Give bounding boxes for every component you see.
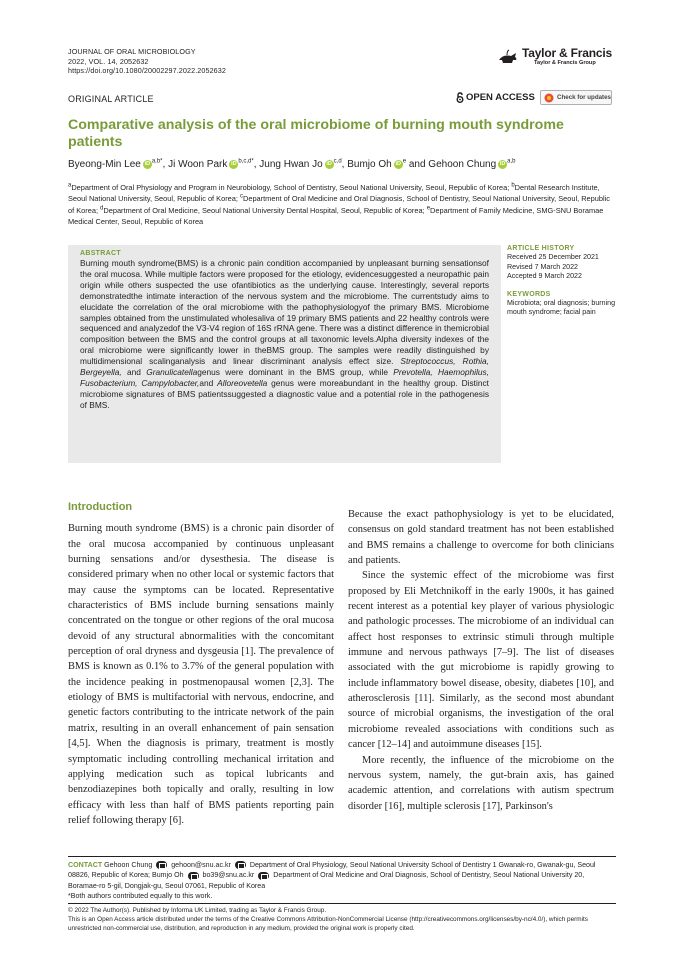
author-affiliation-sup: c,d	[333, 158, 342, 165]
abstract-box	[68, 245, 501, 463]
abstract-segment: Burning mouth syndrome(BMS) is a chronic pain condition accompanied by unpleasant burning sensationsof the oral mucosa. While multiple factors were proposed for the etiology, evidencesuggested a neuropathic pain origin while others suspected the use ofantibiotics as the underlying cause. Interestingly, several reports demonstratedthe intimate interaction of the nervous system and the microbiome. The currentstudy aims to elucidate the correlation of the oral microbiome with the pathophysiologyof the primary BMS. Microbiome samples obtained from the unstimulated wholesaliva of 19 primary BMS patients and 22 healthy controls were sequenced and analyzedof the V3-V4 region of 16S rRNA gene. There was a distinct difference in themicrobial composition between the BMS and the control groups at all taxonomic levels.Alpha diversity indexes of the oral microbiome were significantly lower in theBMS group. The samples were readily distinguished by multidimensional scalinganalysis and linear discriminant analysis effect size.	[80, 258, 489, 367]
license-text: This is an Open Access article distributed under the terms of the Creative Commons Attribution-NonCommercial License (http://creativecommons.org/licenses/by-nc/4.0/), which permits unrestricted non-commercial use, distribution, and reproduction in any medium, provided the original work is properly cited.	[68, 916, 588, 932]
author-name: Bumjo Oh	[347, 159, 392, 170]
author-affiliation-sup: b,c,d*	[238, 158, 254, 165]
received-date: Received 25 December 2021	[507, 253, 599, 261]
home-icon	[235, 861, 246, 869]
author-affiliation-sup: a,b*	[151, 158, 163, 165]
check-updates-label: Check for updates	[557, 94, 611, 101]
taylor-francis-lamp-icon	[497, 48, 519, 66]
publisher-name: Taylor & Francis	[522, 46, 612, 60]
body-paragraph: Because the exact pathophysiology is yet to be elucidated, consensus on gold standard treatment has not been established and BMS remains a challenge to overcome for both clinicians and patients.	[348, 509, 614, 567]
copyright-notice	[68, 903, 616, 933]
affiliation-text: Dental Research Institute, Seoul National University, Seoul, Republic of Korea;	[68, 183, 600, 204]
author-separator: and	[406, 159, 429, 170]
journal-info	[68, 47, 226, 76]
orcid-icon[interactable]: iD	[326, 160, 332, 167]
author-affiliation-sup: e	[402, 158, 407, 165]
abstract-genus-names: Alloreovetella	[217, 377, 268, 388]
abstract-segment: and	[121, 367, 147, 378]
author-list	[68, 158, 613, 171]
open-access-lock-icon	[456, 92, 464, 103]
abstract-segment: genus were moreabundant in the healthy group. Distinct microbiome signatures of BMS patientssuggested a diagnostic value and a potential role in the pathogenesis of BMS.	[80, 377, 489, 410]
journal-volume: 2022, VOL. 14, 2052632	[68, 56, 149, 66]
author-separator: ,	[253, 159, 260, 170]
article-history-heading: ARTICLE HISTORY	[507, 245, 575, 252]
abstract-genus-names: Prevotella, Haemophilus, Fusobacterium, Campylobacter,	[80, 367, 489, 388]
body-paragraph: Burning mouth syndrome (BMS) is a chronic pain disorder of the oral mucosa accompanied by continuous unpleasant burning sensations and/or dysesthesia. The disease is considered primary when no other local or systemic factors that may cause the symptoms can be located. Representative characteristics of BMS include burning sensations mainly concentrated on the tongue or other regions of the oral mucosa devoid of any structural abnormalities with the concomitant perception of oral dryness and dysgeusia [1]. The prevalence of BMS is known as 0.1% to 3.7% of the general population with the incidence peaking in postmenopausal women [2,3]. The etiology of BMS is multifactorial with nervous, endocrine, and genetic factors contributing to the intricate network of the pain matrix, resulting in an overall enhancement of pain sensation [4,5]. When the diagnosis is primary, treatment is mostly symptomatic including controlling mechanical irritation and applying medication such as topical lubricants and benzodiazepines both topically and orally, resulting in low efficacy with less than half of BMS patients reporting pain relief following therapy [6].	[68, 523, 334, 826]
publisher-logo	[497, 47, 612, 67]
orcid-icon[interactable]: iD	[231, 160, 237, 167]
orcid-icon[interactable]: iD	[144, 160, 151, 167]
publisher-group: Taylor & Francis Group	[534, 60, 596, 66]
author-name: Jung Hwan Jo	[259, 159, 323, 170]
body-paragraph: More recently, the influence of the microbiome on the nervous system, namely, the gut-brain axis, has gained academic attention, and correlations with autism spectrum disorder [16], multiple sclerosis [17], Parkinson's	[348, 754, 614, 812]
author-name: Byeong-Min Lee	[68, 159, 141, 170]
equal-contribution-note: *Both authors contributed equally to this work.	[68, 892, 213, 901]
contact-footnote	[68, 856, 616, 902]
contact-address-1: Department of Oral Physiology, Seoul National University School of Dentistry 1 Gwanak-ro, Gwanak-gu, Seoul 08826, Republic of Korea; Bumjo Oh	[68, 861, 596, 880]
email-icon	[156, 861, 167, 869]
journal-doi[interactable]: https://doi.org/10.1080/20002297.2022.2052632	[68, 66, 226, 76]
affiliation-text: Department of Oral Physiology and Program in Neurobiology, School of Dentistry, Seoul National University, Seoul, Republic of Korea;	[71, 183, 512, 192]
keywords-heading: KEYWORDS	[507, 290, 551, 298]
affiliation-sup: e	[426, 205, 431, 212]
keywords-text: Microbiota; oral diagnosis; burning mouth syndrome; facial pain	[507, 298, 616, 317]
author-name: Gehoon Chung	[428, 159, 497, 170]
author-name: Ji Woon Park	[168, 159, 228, 170]
author-affiliation-sup: a,b	[507, 158, 516, 165]
open-access-badge	[456, 92, 535, 103]
abstract-genus-names: Granulicatella	[146, 367, 198, 378]
abstract-genus-names: Streptococcus, Rothia, Bergeyella,	[80, 356, 489, 378]
affiliation-sup: a	[68, 182, 72, 189]
article-sidebar	[507, 245, 617, 318]
abstract-segment: and	[199, 377, 218, 388]
abstract-heading: ABSTRACT	[80, 250, 121, 257]
affiliation-text: Department of Family Medicine, SMG-SNU Boramae Medical Center, Seoul, Republic of Korea	[68, 205, 604, 226]
contact-label: CONTACT	[68, 861, 103, 869]
accepted-date: Accepted 9 March 2022	[507, 272, 582, 281]
open-access-label: OPEN ACCESS	[466, 92, 535, 103]
affiliation-text: Department of Oral Medicine and Oral Diagnosis, School of Dentistry, Seoul National University, Seoul, Republic of Korea;	[68, 194, 610, 215]
article-title: Comparative analysis of the oral microbiome of burning mouth syndrome patients	[68, 117, 564, 150]
affiliations	[68, 182, 613, 227]
contact-address-2: Department of Oral Medicine and Oral Diagnosis, School of Dentistry, Seoul National University 20, Boramae-ro 5-gil, Dongjak-gu, Seoul 07061, Republic of Korea	[68, 871, 585, 890]
body-column-right	[348, 507, 614, 814]
abstract-text	[80, 258, 489, 411]
home-icon	[258, 872, 269, 880]
affiliation-sup: c	[240, 193, 243, 200]
contact-name: Gehoon Chung	[104, 861, 153, 869]
orcid-icon[interactable]: iD	[499, 160, 506, 167]
check-for-updates-button[interactable]	[540, 90, 612, 105]
abstract-segment: genus were dominant in the BMS group, while	[197, 367, 394, 378]
introduction-heading: Introduction	[68, 501, 133, 513]
check-for-updates-icon	[544, 93, 554, 103]
affiliation-text: Department of Oral Medicine, Seoul National University Dental Hospital, Seoul, Republic of Korea;	[103, 205, 427, 215]
affiliation-sup: b	[511, 182, 515, 189]
copyright-line: © 2022 The Author(s). Published by Informa UK Limited, trading as Taylor & Francis Group.	[68, 907, 327, 914]
email-icon	[188, 872, 199, 880]
revised-date: Revised 7 March 2022	[507, 262, 578, 271]
orcid-icon[interactable]: iD	[395, 160, 401, 167]
author-separator: ,	[341, 159, 348, 170]
contact-email-2[interactable]: bo39@snu.ac.kr	[202, 871, 255, 880]
body-paragraph: Since the systemic effect of the microbiome was first proposed by Eli Metchnikoff in the early 1900s, it has gained recent interest as a potential key player of various physiologic and pathologic processes. The microbiome of an individual can affect host responses to extrinsic stimuli through multiple immune and nervous pathways [7–9]. The list of diseases associated with the gut microbiome is rapidly growing to include inflammatory bowel disease, obesity, diabetes [10], and atherosclerosis [11]. Similarly, as the second most abundant source of microbial organisms, the investigation of the oral microbiome revealed associations with conditions such as cancer [12–14] and autoimmune diseases [15].	[348, 570, 614, 751]
contact-email-1[interactable]: gehoon@snu.ac.kr	[171, 861, 231, 869]
affiliation-sup: d	[100, 205, 104, 212]
author-separator: ,	[162, 159, 169, 170]
article-type: ORIGINAL ARTICLE	[68, 94, 154, 104]
journal-name: JOURNAL OF ORAL MICROBIOLOGY	[68, 47, 196, 56]
body-column-left	[68, 500, 334, 828]
